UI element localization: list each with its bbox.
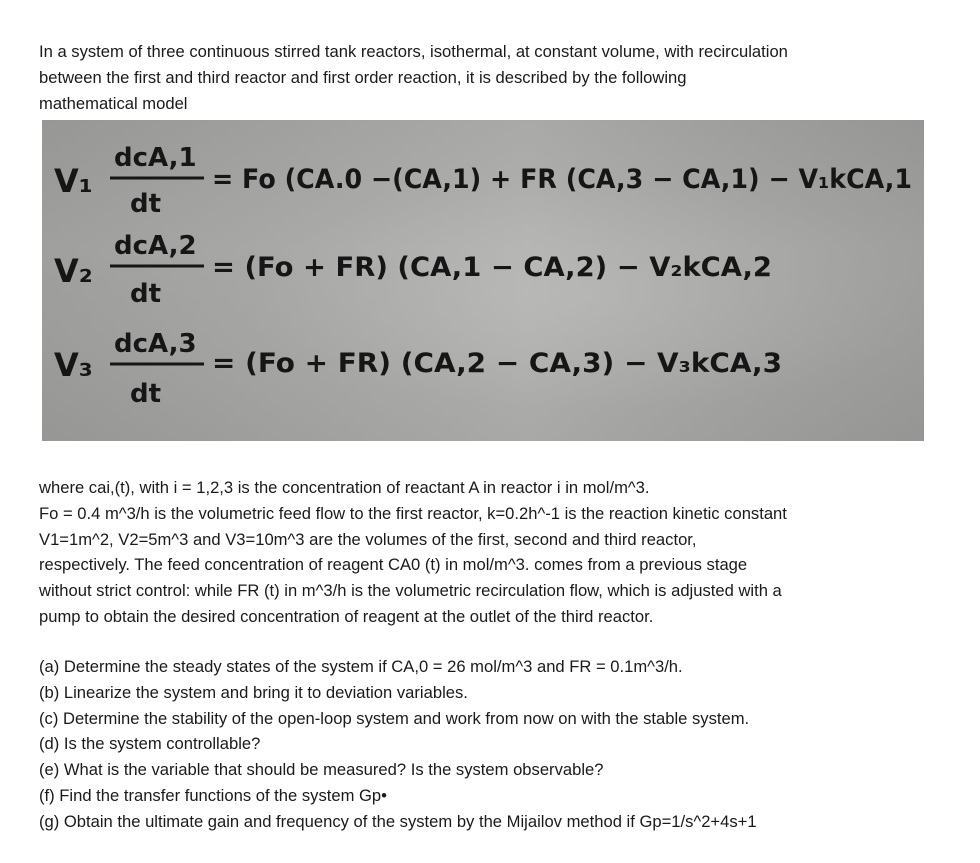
eq3-denominator: dt bbox=[130, 379, 162, 409]
eq1-rhs: = Fo (CA.0 −(CA,1) + FR (CA,3 − CA,1) − V₁kCA,1 bbox=[212, 164, 912, 195]
eq1-volume: V₁ bbox=[54, 162, 93, 200]
description-line: pump to obtain the desired concentration of reagent at the outlet of the third reactor. bbox=[39, 606, 654, 626]
description-paragraph bbox=[39, 475, 939, 630]
eq2-denominator: dt bbox=[130, 279, 162, 309]
description-line: respectively. The feed concentration of reagent CA0 (t) in mol/m^3. comes from a previous stage bbox=[39, 555, 748, 575]
equations-drawing bbox=[42, 120, 924, 441]
eq2-rhs: = (Fo + FR) (CA,1 − CA,2) − V₂kCA,2 bbox=[212, 252, 772, 283]
eq1-denominator: dt bbox=[130, 189, 162, 219]
question-item: (d) Is the system controllable? bbox=[39, 734, 261, 754]
eq2-volume: V₂ bbox=[54, 252, 93, 290]
description-line: without strict control: while FR (t) in m^3/h is the volumetric recirculation flow, which is adjusted with a bbox=[39, 581, 782, 601]
questions-list bbox=[39, 654, 939, 835]
intro-paragraph bbox=[39, 39, 939, 116]
intro-line: In a system of three continuous stirred tank reactors, isothermal, at constant volume, with recirculation bbox=[39, 42, 788, 61]
intro-line: between the first and third reactor and first order reaction, it is described by the following bbox=[39, 67, 687, 87]
question-item: (g) Obtain the ultimate gain and frequency of the system by the Mijailov method if Gp=1/s^2+4s+1 bbox=[39, 811, 757, 831]
intro-line: mathematical model bbox=[39, 93, 188, 113]
question-item: (e) What is the variable that should be measured? Is the system observable? bbox=[39, 760, 604, 780]
question-item: (b) Linearize the system and bring it to deviation variables. bbox=[39, 682, 468, 702]
question-item: (c) Determine the stability of the open-loop system and work from now on with the stable system. bbox=[39, 708, 750, 728]
eq3-rhs: = (Fo + FR) (CA,2 − CA,3) − V₃kCA,3 bbox=[212, 348, 782, 379]
description-line: where cai,(t), with i = 1,2,3 is the concentration of reactant A in reactor i in mol/m^3. bbox=[39, 478, 650, 497]
handwritten-equations-photo bbox=[42, 120, 924, 441]
eq3-numerator: dcA,3 bbox=[114, 329, 197, 359]
description-line: Fo = 0.4 m^3/h is the volumetric feed flow to the first reactor, k=0.2h^-1 is the reaction kinetic constant bbox=[39, 503, 787, 523]
eq1-numerator: dcA,1 bbox=[114, 143, 197, 173]
eq2-numerator: dcA,2 bbox=[114, 231, 197, 261]
question-item: (a) Determine the steady states of the system if CA,0 = 26 mol/m^3 and FR = 0.1m^3/h. bbox=[39, 657, 683, 676]
question-item: (f) Find the transfer functions of the system Gp• bbox=[39, 785, 387, 805]
description-line: V1=1m^2, V2=5m^3 and V3=10m^3 are the volumes of the first, second and third reactor, bbox=[39, 529, 697, 549]
eq3-volume: V₃ bbox=[54, 346, 93, 384]
